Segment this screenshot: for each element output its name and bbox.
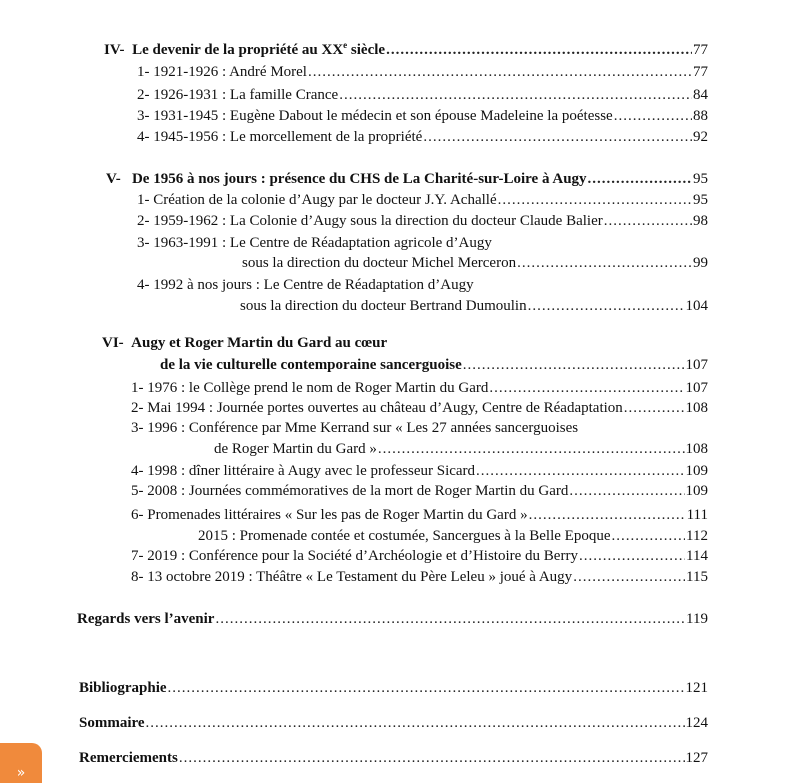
toc-entry-line2[interactable] xyxy=(240,296,708,316)
leader-dots xyxy=(463,355,685,375)
toc-entry-regards[interactable] xyxy=(77,609,708,629)
entry-text: 2015 : Promenade contée et costumée, Sancergues à la Belle Epoque xyxy=(198,528,611,544)
page-number: 95 xyxy=(693,171,708,187)
toc-entry-bibliographie[interactable] xyxy=(79,678,708,698)
page-number: 109 xyxy=(685,463,708,479)
section-heading-v[interactable] xyxy=(106,169,708,189)
leader-dots xyxy=(588,169,692,189)
page-number: 77 xyxy=(693,42,708,58)
page-number: 107 xyxy=(685,380,708,396)
entry-text: 4- 1998 : dîner littéraire à Augy avec le professeur Sicard xyxy=(131,463,476,479)
leader-dots xyxy=(529,505,686,525)
section-heading-vi[interactable] xyxy=(102,333,387,353)
page-number: 108 xyxy=(685,441,708,457)
leader-dots xyxy=(612,526,686,546)
entry-text: de Roger Martin du Gard » xyxy=(214,441,377,457)
leader-dots xyxy=(604,211,692,231)
leader-dots xyxy=(517,253,692,273)
entry-text: 1- 1976 : le Collège prend le nom de Roger Martin du Gard xyxy=(131,380,489,396)
entry-text: 2- Mai 1994 : Journée portes ouvertes au château d’Augy, Centre de Réadaptation xyxy=(131,400,623,416)
entry-text: 8- 13 octobre 2019 : Théâtre « Le Testament du Père Leleu » joué à Augy xyxy=(131,569,573,585)
page-number: 124 xyxy=(685,715,708,731)
page-number: 108 xyxy=(685,400,708,416)
page-number: 111 xyxy=(686,507,708,523)
page-number: 107 xyxy=(685,357,708,373)
entry-text: Regards vers l’avenir xyxy=(77,611,215,627)
leader-dots xyxy=(386,40,692,60)
entry-text: 2- 1959-1962 : La Colonie d’Augy sous la direction du docteur Claude Balier xyxy=(137,213,603,229)
page-number: 92 xyxy=(693,129,708,145)
toc-entry-line1[interactable] xyxy=(137,233,492,253)
leader-dots xyxy=(308,62,692,82)
toc-entry[interactable] xyxy=(137,190,708,210)
toc-entry[interactable] xyxy=(137,211,708,231)
entry-text: 1- Création de la colonie d’Augy par le docteur J.Y. Achallé xyxy=(137,192,497,208)
leader-dots xyxy=(215,609,685,629)
section-title: Le devenir de la propriété au XX xyxy=(132,42,344,58)
page-number: 88 xyxy=(693,108,708,124)
toc-entry[interactable] xyxy=(198,526,708,546)
page-number: 84 xyxy=(693,87,708,103)
toc-entry-sommaire[interactable] xyxy=(79,713,708,733)
entry-text: sous la direction du docteur Michel Merceron xyxy=(242,255,517,271)
entry-text: sous la direction du docteur Bertrand Dumoulin xyxy=(240,298,527,314)
page-number: 127 xyxy=(685,750,708,766)
page-number: 95 xyxy=(693,192,708,208)
leader-dots xyxy=(569,481,684,501)
toc-entry[interactable] xyxy=(131,378,708,398)
entry-text: 3- 1963-1991 : Le Centre de Réadaptation agricole d’Augy xyxy=(137,235,492,251)
toc-entry[interactable] xyxy=(131,567,708,587)
leader-dots xyxy=(476,461,684,481)
entry-text: 3- 1931-1945 : Eugène Dabout le médecin et son épouse Madeleine la poétesse xyxy=(137,108,613,124)
entry-text: 7- 2019 : Conférence pour la Société d’Archéologie et d’Histoire du Berry xyxy=(131,548,578,564)
page-number: 104 xyxy=(685,298,708,314)
superscript: e xyxy=(343,40,348,50)
entry-text: 3- 1996 : Conférence par Mme Kerrand sur « Les 27 années sancerguoises xyxy=(131,420,579,436)
page-number: 109 xyxy=(685,483,708,499)
leader-dots xyxy=(168,678,685,698)
page-number: 99 xyxy=(693,255,708,271)
leader-dots xyxy=(614,106,692,126)
leader-dots xyxy=(528,296,685,316)
leader-dots xyxy=(339,85,692,105)
leader-dots xyxy=(146,713,685,733)
toc-entry-line1[interactable] xyxy=(131,418,578,438)
leader-dots xyxy=(179,748,685,768)
page-number: 121 xyxy=(685,680,708,696)
double-chevron-right-icon: » xyxy=(16,765,26,781)
entry-text: 4- 1992 à nos jours : Le Centre de Réadaptation d’Augy xyxy=(137,277,474,293)
section-title-line2: de la vie culturelle contemporaine sancerguoise xyxy=(160,357,462,373)
entry-text: 5- 2008 : Journées commémoratives de la mort de Roger Martin du Gard xyxy=(131,483,569,499)
toc-entry[interactable] xyxy=(137,127,708,147)
section-number: VI- xyxy=(102,335,124,351)
toc-entry[interactable] xyxy=(137,62,708,82)
entry-text: Bibliographie xyxy=(79,680,167,696)
page-number: 98 xyxy=(693,213,708,229)
section-number: V- xyxy=(106,171,121,187)
section-heading-vi-line2[interactable] xyxy=(160,355,708,375)
toc-entry[interactable] xyxy=(131,398,708,418)
leader-dots xyxy=(579,546,685,566)
page-number: 114 xyxy=(686,548,708,564)
leader-dots xyxy=(624,398,685,418)
page-number: 112 xyxy=(686,528,708,544)
leader-dots xyxy=(573,567,685,587)
entry-text: 6- Promenades littéraires « Sur les pas de Roger Martin du Gard » xyxy=(131,507,528,523)
entry-text: Sommaire xyxy=(79,715,145,731)
toc-entry-line2[interactable] xyxy=(242,253,708,273)
section-number: IV- xyxy=(104,42,125,58)
leader-dots xyxy=(498,190,692,210)
next-page-button[interactable] xyxy=(0,743,42,783)
entry-text: Remerciements xyxy=(79,750,178,766)
toc-entry-line2[interactable] xyxy=(214,439,708,459)
entry-text: 1- 1921-1926 : André Morel xyxy=(137,64,307,80)
section-title: De 1956 à nos jours : présence du CHS de La Charité-sur-Loire à Augy xyxy=(131,171,587,187)
page-number: 115 xyxy=(686,569,708,585)
page-number: 77 xyxy=(693,64,708,80)
toc-entry[interactable] xyxy=(131,505,708,525)
entry-text: 2- 1926-1931 : La famille Crance xyxy=(137,87,339,103)
toc-entry[interactable] xyxy=(137,106,708,126)
toc-entry[interactable] xyxy=(131,481,708,501)
toc-entry[interactable] xyxy=(137,85,708,105)
page-number: 119 xyxy=(686,611,708,627)
section-heading-iv[interactable] xyxy=(104,40,708,60)
toc-entry-line1[interactable] xyxy=(137,275,474,295)
toc-entry-remerciements[interactable] xyxy=(79,748,708,768)
leader-dots xyxy=(378,439,685,459)
toc-entry[interactable] xyxy=(131,546,708,566)
section-title-line1: Augy et Roger Martin du Gard au cœur xyxy=(131,335,388,351)
section-title-end: siècle xyxy=(347,42,386,58)
toc-entry[interactable] xyxy=(131,461,708,481)
leader-dots xyxy=(489,378,684,398)
entry-text: 4- 1945-1956 : Le morcellement de la propriété xyxy=(137,129,423,145)
leader-dots xyxy=(423,127,692,147)
